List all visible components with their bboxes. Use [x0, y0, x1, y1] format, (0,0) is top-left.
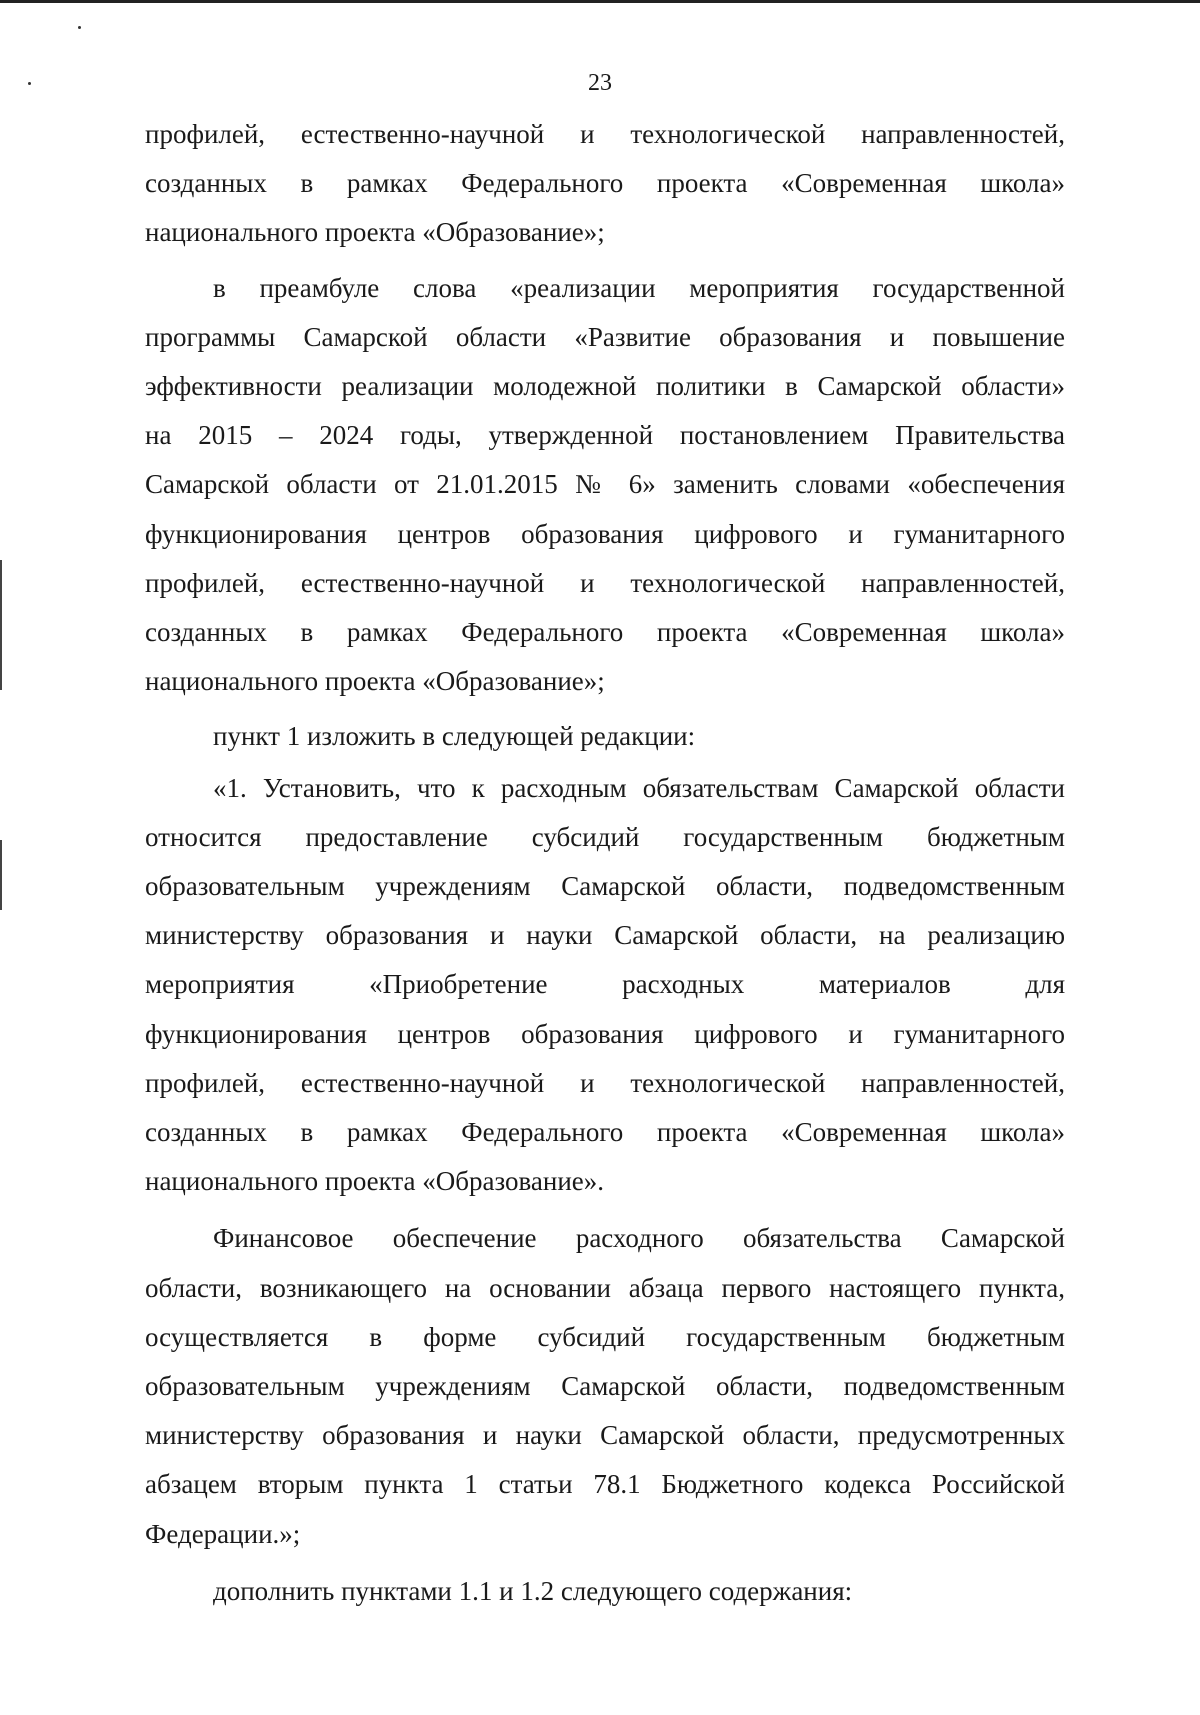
text-line: «1. Установить, что к расходным обязательствам Самарской области [213, 772, 1065, 803]
paragraph [145, 264, 1065, 707]
text-line: пункт 1 изложить в следующей редакции: [213, 721, 696, 752]
text-line: профилей, естественно-научной и технологической направленностей, [145, 119, 1065, 149]
text-line: на 2015 – 2024 годы, утвержденной постановлением Правительства [145, 420, 1065, 451]
text-line: функционирования центров образования цифрового и гуманитарного [145, 1018, 1065, 1049]
text-line: области, возникающего на основании абзаца первого настоящего пункта, [145, 1272, 1065, 1303]
scan-top-edge [0, 0, 1200, 3]
text-line: программы Самарской области «Развитие образования и повышение [145, 321, 1065, 352]
text-line: министерству образования и науки Самарской области, на реализацию [145, 920, 1065, 951]
text-line: созданных в рамках Федерального проекта «Современная школа» [145, 168, 1065, 199]
text-line: национального проекта «Образование». [145, 1166, 605, 1197]
text-line: дополнить пунктами 1.1 и 1.2 следующего содержания: [213, 1575, 853, 1606]
scan-speck [78, 26, 81, 29]
text-line: профилей, естественно-научной и технологической направленностей, [145, 567, 1065, 598]
text-line: эффективности реализации молодежной политики в Самарской области» [145, 371, 1065, 402]
text-line: Самарской области от 21.01.2015 № 6» заменить словами «обеспечения [145, 469, 1065, 500]
paragraph [145, 1214, 1065, 1558]
page-number: 23 [588, 70, 612, 96]
text-line: в преамбуле слова «реализации мероприятия государственной [213, 272, 1065, 303]
text-line: образовательным учреждениям Самарской области, подведомственным [145, 871, 1065, 902]
text-line: министерству образования и науки Самарской области, предусмотренных [145, 1420, 1065, 1451]
text-line: Федерации.»; [145, 1518, 301, 1549]
text-line: национального проекта «Образование»; [145, 217, 605, 248]
text-line: функционирования центров образования цифрового и гуманитарного [145, 518, 1065, 549]
text-line: созданных в рамках Федерального проекта «Современная школа» [145, 1117, 1065, 1148]
paragraph [145, 764, 1065, 1207]
text-line: национального проекта «Образование»; [145, 666, 605, 697]
paragraph [145, 110, 1065, 258]
text-line: абзацем вторым пункта 1 статьи 78.1 Бюджетного кодекса Российской [145, 1469, 1065, 1500]
scan-left-mark [0, 840, 2, 910]
scan-left-mark [0, 560, 2, 690]
text-line: образовательным учреждениям Самарской области, подведомственным [145, 1371, 1065, 1402]
text-line: профилей, естественно-научной и технологической направленностей, [145, 1067, 1065, 1098]
text-line: созданных в рамках Федерального проекта «Современная школа» [145, 617, 1065, 648]
paragraph [145, 1567, 1065, 1616]
paragraph [145, 712, 1065, 761]
text-line: осуществляется в форме субсидий государственным бюджетным [145, 1321, 1065, 1352]
text-line: Финансовое обеспечение расходного обязательства Самарской [213, 1223, 1065, 1254]
text-line: мероприятия «Приобретение расходных материалов для [145, 969, 1065, 1000]
text-line: относится предоставление субсидий государственным бюджетным [145, 821, 1065, 852]
document-body [145, 110, 1065, 1616]
